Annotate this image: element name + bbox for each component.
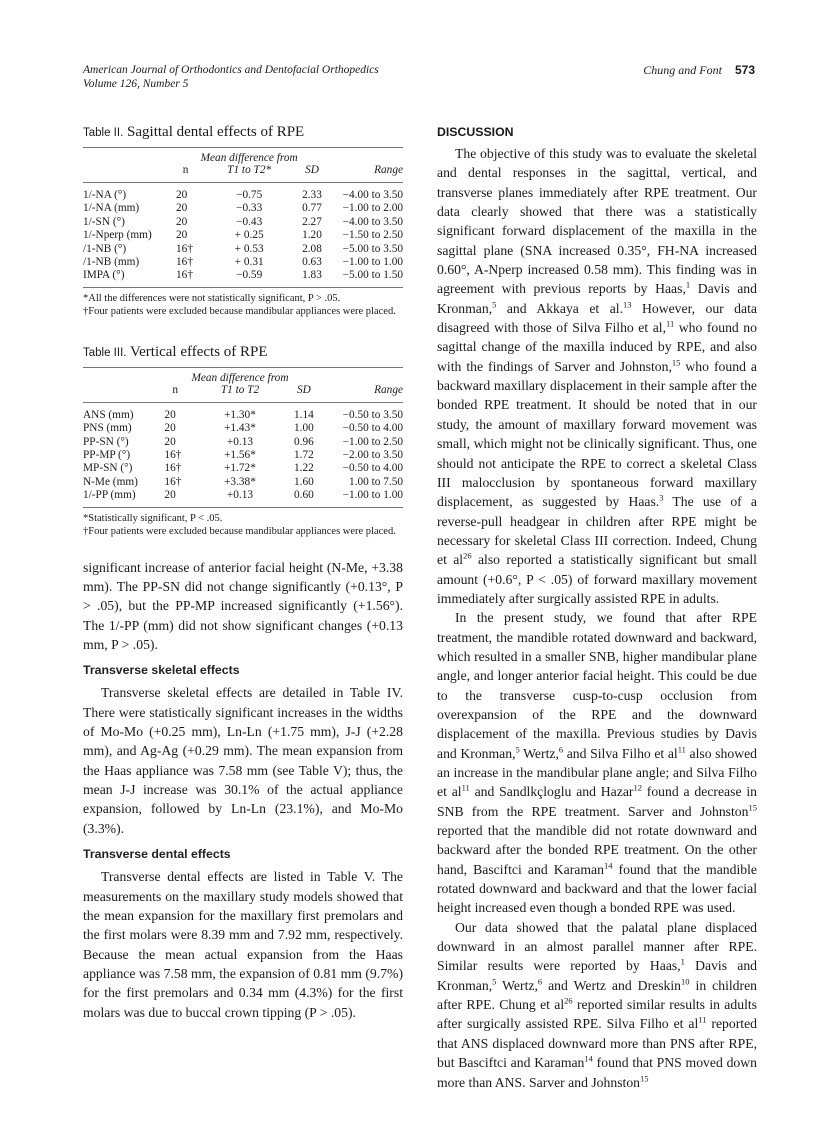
citation-superscript: 12: [633, 782, 642, 793]
table-cell: −4.00 to 3.50: [342, 215, 403, 228]
table-cell: 0.77: [302, 202, 322, 215]
table-cell: −1.00 to 1.00: [342, 489, 403, 502]
table-cell: +1.43*: [224, 422, 256, 435]
body-paragraph: The objective of this study was to evaluate the skeletal and dental responses in the sagittal, vertical, and transverse planes immediately after RPE treatment. Our data clearly showed that there was a statistically significant forward displacement of the maxilla in the sagittal plane (SNA increased 0.35°, FH-NA increased 0.60°, A-Nperp increased 0.58 mm). This finding was in agreement with previous reports by Haas,$^1$ Davis and Kronman,$^5$ and Akkaya et al.$^{13}$ However, our data disagreed with those of Silva Filho et al,$^{11}$ who found no sagittal change of the maxilla induced by RPE, and also with the findings of Sarver and Johnston,$^{15}$ who found a backward maxillary displacement in their sample after the bonded RPE treatment. It should be noted that in our study, the amount of maxillary forward movement was small, which might not be clinically significant. Thus, one should not anticipate the RPE to correct a skeletal Class III malocclusion by spontaneous forward maxillary displacement, as suggested by Haas.$^3$ The use of a reverse-pull headgear in children after RPE might be necessary for skeletal Class III correction. Indeed, Chung et $al^{26}$ also reported a statistically significant but small amount (+0.6°, P < .05) of forward maxillary movement immediately after surgically assisted RPE in adults.: [437, 146, 757, 606]
table-cell: 0.60: [294, 489, 314, 502]
table-title: Vertical effects of RPE: [129, 343, 268, 360]
table-cell: /1-NB (°): [83, 242, 127, 255]
column-header: [83, 367, 160, 402]
citation-superscript: 13: [623, 299, 632, 310]
sample-size-cell: 16†: [176, 269, 193, 282]
table-cell: +0.13: [226, 435, 254, 448]
table-cell: +1.30*: [224, 408, 256, 421]
citation-superscript: 5: [515, 744, 520, 755]
table-cell: MP-SN (°): [83, 462, 133, 475]
table-cell: +1.72*: [224, 462, 256, 475]
column-header: SD: [299, 148, 325, 183]
table-cell: + 0.25: [234, 229, 264, 242]
table-row: [83, 269, 403, 287]
table-cell: 0.63: [302, 256, 322, 269]
table-cell: −0.75: [236, 189, 263, 201]
table-row: [83, 183, 403, 203]
sample-size-cell: 16†: [176, 256, 193, 269]
column-header: Range: [325, 148, 403, 183]
table-row: [83, 402, 403, 422]
citation-superscript: 5: [492, 976, 497, 987]
column-header: Mean difference from T1 to T2: [190, 367, 290, 402]
sample-size-cell: 16†: [164, 475, 182, 488]
table-cell: 2.27: [302, 215, 322, 228]
body-paragraph: Transverse skeletal effects are detailed in Table IV. There were statistically significant increases in the widths of Mo-Mo (+0.25 mm), Ln-Ln (+1.75 mm), J-J (+2.28 mm), and Ag-Ag (+0.29 mm). The mean expansion from the Haas appliance was 7.58 mm (see Table V); thus, the mean J-J increase was 30.1% of the actual appliance expansion, followed by Ln-Ln (23.1%), and Mo-Mo (3.3%).: [83, 685, 403, 836]
sample-size-cell: 20: [176, 189, 188, 201]
table-cell: −5.00 to 1.50: [342, 269, 403, 282]
table-cell: −0.50 to 4.00: [342, 462, 403, 475]
table-cell: 2.33: [302, 189, 322, 201]
table-cell: 1.22: [294, 462, 314, 475]
table-cell: −0.59: [236, 269, 263, 282]
body-paragraph: In the present study, we found that after RPE treatment, the mandible rotated downward and backward, which resulted in a smaller SNB, higher mandibular plane angle, and longer anterior facial height. This could be due to the transverse cusp-to-cusp occlusion from overexpansion of the RPE and the downward displacement of the maxilla. Previous studies by Davis and Kronman,$^5$ Wertz,$^6$ and Silva Filho et $al^{11}$ also showed an increase in the mandibular plane angle; and Silva Filho et $al^{11}$ and Sandlkçloglu and Hazar$^{12}$ found a decrease in SNB from the RPE treatment. Sarver and Johnston$^{15}$ reported that the mandible did not rotate downward and backward after the bonded RPE treatment. On the other hand, Basciftci and Karaman$^{14}$ found that the mandible rotated downward and backward and that the lower facial height increased even though a bonded RPE was used.: [437, 610, 758, 916]
table-cell: 1/-SN (°): [83, 215, 125, 228]
table-label: Table III.: [83, 346, 127, 359]
running-authors: Chung and Font: [643, 63, 722, 77]
table-cell: 0.96: [294, 435, 314, 448]
table-cell: 1/-NA (mm): [83, 202, 140, 215]
table-row: [83, 449, 403, 462]
citation-superscript: 26: [463, 550, 472, 561]
table-cell: −1.50 to 2.50: [342, 229, 403, 242]
table-cell: 1.20: [302, 229, 322, 242]
sample-size-cell: 20: [176, 215, 188, 228]
table-cell: −1.00 to 1.00: [342, 256, 403, 269]
table-cell: ANS (mm): [83, 408, 134, 421]
table-row: [83, 229, 403, 242]
table-cell: 1.14: [294, 408, 314, 421]
column-header: n: [160, 367, 190, 402]
citation-superscript: 15: [671, 357, 681, 368]
table-row: [83, 256, 403, 269]
sample-size-cell: 20: [176, 229, 188, 242]
table-row: [83, 489, 403, 507]
table-2-footnotes: [83, 292, 403, 318]
footnote: *All the differences were not statistically significant, P > .05.: [83, 292, 341, 304]
body-paragraph: significant increase of anterior facial height (N-Me, +3.38 mm). The PP-SN did not change significantly (+0.13°, P > .05), but the PP-MP increased significantly (+1.56°). The 1/-PP (mm) did not show significant changes (+0.13 mm, P > .05).: [83, 559, 403, 653]
table-3: [83, 367, 403, 508]
footnote: *Statistically significant, P < .05.: [83, 512, 223, 524]
table-cell: −2.00 to 3.50: [342, 449, 403, 462]
citation-superscript: 15: [748, 802, 757, 813]
table-cell: N-Me (mm): [83, 475, 138, 488]
table-3-footnotes: [83, 512, 403, 538]
table-cell: + 0.53: [234, 242, 264, 255]
citation-superscript: 14: [584, 1053, 593, 1064]
citation-superscript: 1: [680, 956, 685, 967]
table-row: [83, 216, 403, 229]
table-cell: PP-SN (°): [83, 435, 129, 448]
table-cell: +0.13: [226, 489, 254, 502]
table-cell: 1.72: [294, 449, 314, 462]
footnote: †Four patients were excluded because mandibular appliances were placed.: [83, 525, 396, 537]
table-cell: 1/-Nperp (mm): [83, 229, 152, 242]
table-cell: −0.50 to 4.00: [342, 422, 403, 435]
table-cell: IMPA (°): [83, 269, 125, 282]
citation-superscript: 6: [537, 976, 543, 987]
table-2-caption: [83, 124, 403, 141]
table-3-caption: [83, 344, 403, 361]
table-row: [83, 462, 403, 475]
table-cell: −0.43: [236, 215, 263, 228]
table-cell: 1.60: [294, 475, 314, 488]
table-cell: + 0.31: [234, 256, 264, 269]
citation-superscript: 11: [666, 318, 675, 329]
citation-superscript: 11: [677, 744, 686, 755]
table-row: [83, 436, 403, 449]
citation-superscript: 26: [564, 995, 573, 1006]
table-cell: 1/-NA (°): [83, 189, 127, 201]
table-cell: PNS (mm): [83, 422, 132, 435]
table-row: [83, 422, 403, 435]
sample-size-cell: 16†: [164, 449, 182, 462]
citation-superscript: 15: [640, 1072, 649, 1083]
journal-name: American Journal of Orthodontics and Dentofacial Orthopedics: [83, 64, 379, 76]
citation-superscript: 10: [681, 976, 690, 987]
table-cell: −0.50 to 3.50: [342, 408, 403, 421]
table-cell: −0.33: [236, 202, 263, 215]
citation-superscript: 11: [461, 782, 470, 793]
footnote: †Four patients were excluded because mandibular appliances were placed.: [83, 305, 396, 317]
citation-superscript: 5: [492, 299, 497, 310]
journal-volume: Volume 126, Number 5: [83, 78, 189, 90]
table-cell: 2.08: [302, 242, 322, 255]
citation-superscript: 14: [603, 860, 613, 871]
table-cell: −1.00 to 2.00: [342, 202, 403, 215]
sample-size-cell: 20: [164, 422, 176, 435]
sample-size-cell: 16†: [176, 242, 193, 255]
section-heading: Transverse skeletal effects: [83, 663, 240, 678]
table-row: [83, 476, 403, 489]
running-header-journal: [83, 63, 379, 91]
citation-superscript: 3: [659, 492, 664, 503]
page-number: 573: [734, 63, 755, 77]
table-cell: 1/-PP (mm): [83, 489, 136, 502]
table-cell: −1.00 to 2.50: [342, 435, 403, 448]
running-header-right: [643, 63, 755, 78]
table-cell: /1-NB (mm): [83, 256, 140, 269]
citation-superscript: 6: [558, 744, 564, 755]
table-cell: 1.83: [302, 269, 322, 282]
sample-size-cell: 20: [164, 408, 176, 421]
section-heading: Transverse dental effects: [83, 847, 231, 862]
table-cell: −5.00 to 3.50: [342, 242, 403, 255]
citation-superscript: 1: [685, 279, 691, 290]
table-row: [83, 202, 403, 215]
table-label: Table II.: [83, 127, 124, 139]
column-header: n: [172, 148, 199, 183]
table-row: [83, 243, 403, 256]
table-cell: 1.00: [294, 422, 314, 435]
table-cell: 1.00 to 7.50: [349, 475, 403, 488]
body-paragraph: Our data showed that the palatal plane displaced downward in an almost parallel manner after RPE. Similar results were reported by Haas,$^1$ Davis and Kronman,$^5$ Wertz,$^6$ and Wertz and Dreskin$^{10}$ in children after RPE. Chung et $al^{26}$ reported similar results in adults after surgically assisted RPE. Silva Filho et $al^{11}$ reported that ANS displaced downward more than PNS after RPE, but Basciftci and Karaman$^{14}$ found that PNS moved down more than ANS. Sarver and Johnston$^{15}$: [437, 919, 758, 1090]
column-header: [83, 148, 172, 183]
body-paragraph: Transverse dental effects are listed in Table V. The measurements on the maxillary study models showed that the mean expansion for the maxillary first premolars and the first molars were 8.39 mm and 7.92 mm, respectively. Because the mean actual expansion from the Haas appliance was 7.58 mm, the expansion of 0.81 mm (9.7%) for the first premolars and 0.34 mm (4.3%) for the first molars was due to buccal crown tipping (P > .05).: [83, 869, 403, 1020]
table-cell: PP-MP (°): [83, 449, 131, 462]
sample-size-cell: 20: [164, 435, 176, 448]
table-cell: +1.56*: [224, 449, 256, 462]
right-column: [437, 124, 757, 1092]
sample-size-cell: 20: [164, 489, 176, 502]
discussion-heading: DISCUSSION: [437, 125, 514, 139]
table-cell: +3.38*: [224, 475, 256, 488]
left-column: [83, 124, 403, 1022]
sample-size-cell: 20: [176, 202, 188, 215]
table-2: [83, 147, 403, 288]
table-cell: −4.00 to 3.50: [342, 189, 403, 201]
table-title: Sagittal dental effects of RPE: [127, 124, 305, 140]
column-header: Mean difference from T1 to T2*: [199, 148, 299, 183]
column-header: Range: [318, 367, 403, 402]
citation-superscript: 11: [698, 1014, 707, 1025]
sample-size-cell: 16†: [164, 462, 182, 475]
column-header: SD: [290, 367, 318, 402]
